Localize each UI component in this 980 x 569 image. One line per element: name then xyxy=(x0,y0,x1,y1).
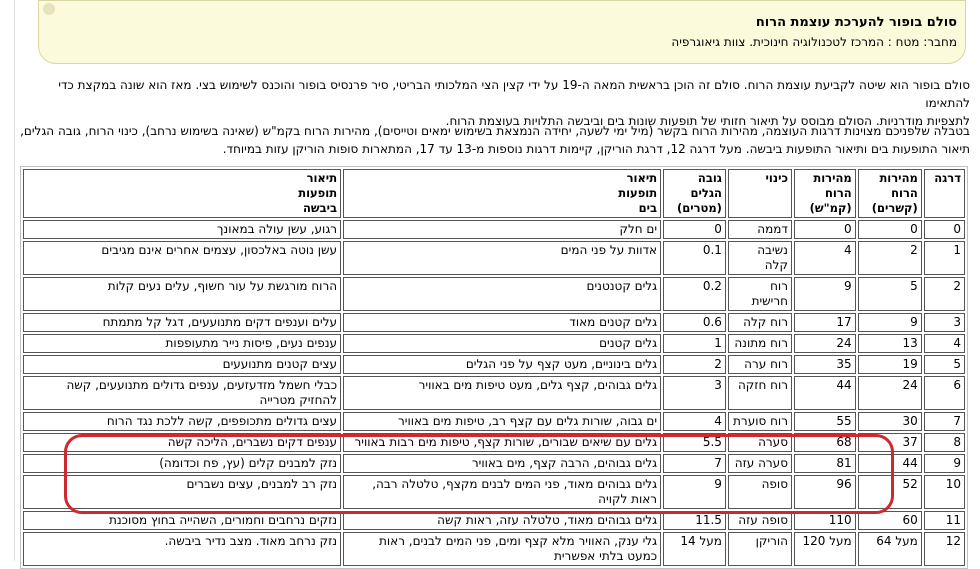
cell-wave: 0.6 xyxy=(663,313,726,332)
cell-name: סערה עזה xyxy=(728,454,792,473)
cell-wave: 0 xyxy=(663,220,726,239)
cell-wave: 5.5 xyxy=(663,433,726,452)
cell-grade: 2 xyxy=(924,277,965,311)
cell-grade: 5 xyxy=(924,355,965,374)
cell-knots: 37 xyxy=(858,433,922,452)
cell-name: רוח ערה xyxy=(728,355,792,374)
cell-sea: גלי ענק, האוויר מלא קצף ומים, פני המים לבנים, ראות כמעט בלתי אפשרית xyxy=(343,532,661,566)
cell-wave: 7 xyxy=(663,454,726,473)
cell-grade: 10 xyxy=(924,475,965,509)
cell-sea: אדוות על פני המים xyxy=(343,241,661,275)
cell-wave: 1 xyxy=(663,334,726,353)
cell-land: הרוח מורגשת על עור חשוף, עלים נעים קלות xyxy=(23,277,341,311)
cell-name: רוח חרישית xyxy=(728,277,792,311)
cell-land: נזק נרחב מאוד. מצב נדיר ביבשה. xyxy=(23,532,341,566)
table-row xyxy=(23,475,965,509)
cell-kmh: 0 xyxy=(794,220,856,239)
header-sea-text: תיאור תופעות בים xyxy=(618,171,658,215)
cell-wave: 4 xyxy=(663,412,726,431)
cell-land: עשן נוטה באלכסון, עצמים אחרים אינם מגיבים xyxy=(23,241,341,275)
article-header xyxy=(38,0,966,64)
cell-land: עצים קטנים מתנועעים xyxy=(23,355,341,374)
cell-knots: 13 xyxy=(858,334,922,353)
cell-sea: גלים גבוהים, קצף גלים, מעט טיפות מים באוויר xyxy=(343,376,661,410)
table-row xyxy=(23,313,965,332)
cell-kmh: 96 xyxy=(794,475,856,509)
cell-land: עלים וענפים דקים מתנועעים, דגל קל מתמתח xyxy=(23,313,341,332)
cell-kmh: 24 xyxy=(794,334,856,353)
cell-grade: 0 xyxy=(924,220,965,239)
beaufort-table xyxy=(20,166,968,569)
cell-grade: 7 xyxy=(924,412,965,431)
cell-kmh: 81 xyxy=(794,454,856,473)
cell-sea: גלים גבוהים, הרבה קצף, מים באוויר xyxy=(343,454,661,473)
cell-land: נזקים נרחבים וחמורים, השהייה בחוץ מסוכנת xyxy=(23,511,341,530)
cell-knots: 24 xyxy=(858,376,922,410)
cell-knots: 44 xyxy=(858,454,922,473)
header-name: כינוי xyxy=(728,169,792,218)
cell-knots: 52 xyxy=(858,475,922,509)
cell-grade: 12 xyxy=(924,532,965,566)
page-title: סולם בופור להערכת עוצמת הרוח xyxy=(755,15,957,30)
table-row xyxy=(23,511,965,530)
cell-grade: 8 xyxy=(924,433,965,452)
cell-wave: 9 xyxy=(663,475,726,509)
table-row xyxy=(23,376,965,410)
cell-sea: גלים גבוהים מאוד, טלטלה עזה, ראות קשה xyxy=(343,511,661,530)
header-knots: מהירות הרוח (קשרים) xyxy=(858,169,922,218)
cell-sea: גלים בינוניים, מעט קצף על פני הגלים xyxy=(343,355,661,374)
table-header-row xyxy=(23,169,965,218)
cell-wave: 11.5 xyxy=(663,511,726,530)
intro-line-2: לתצפיות מודרניות. הסולם מבוסס על תיאור חזותי של תופעות שונות בים וביבשה התלויות בעוצמת הרוח. xyxy=(445,114,970,128)
table-row xyxy=(23,355,965,374)
cell-kmh: 9 xyxy=(794,277,856,311)
header-wave: גובה הגלים (מטרים) xyxy=(663,169,726,218)
cell-sea: ים חלק xyxy=(343,220,661,239)
cell-knots: 30 xyxy=(858,412,922,431)
cell-name: רוח סוערת xyxy=(728,412,792,431)
cell-sea: גלים עם שיאים שבורים, שורות קצף, טיפות מים רבות באוויר xyxy=(343,433,661,452)
cell-wave: מעל 14 xyxy=(663,532,726,566)
cell-sea: גלים קטנים xyxy=(343,334,661,353)
cell-wave: 0.1 xyxy=(663,241,726,275)
cell-knots: 9 xyxy=(858,313,922,332)
cell-land: נזק למבנים קלים (עץ, פח וכדומה) xyxy=(23,454,341,473)
header-land xyxy=(23,169,341,218)
cell-wave: 0.2 xyxy=(663,277,726,311)
cell-kmh: 17 xyxy=(794,313,856,332)
cell-knots: 0 xyxy=(858,220,922,239)
cell-kmh: 55 xyxy=(794,412,856,431)
header-kmh: מהירות הרוח (קמ"ש) xyxy=(794,169,856,218)
cell-grade: 4 xyxy=(924,334,965,353)
cell-name: רוח חזקה xyxy=(728,376,792,410)
cell-kmh: 35 xyxy=(794,355,856,374)
description-line-2: תיאור התופעות בים ותיאור התופעות ביבשה. מעל דרגה 12, דרגת הוריקן, קיימות דרגות נוספות מ-13 עד 17, המתארות סופות הוריקן עזות במיוחד. xyxy=(222,142,970,156)
cell-grade: 1 xyxy=(924,241,965,275)
table-row xyxy=(23,454,965,473)
header-grade: דרגה xyxy=(924,169,965,218)
scrollbar-track[interactable] xyxy=(0,0,15,561)
table-description-paragraph xyxy=(15,122,970,158)
cell-kmh: 110 xyxy=(794,511,856,530)
table-row xyxy=(23,433,965,452)
cell-grade: 11 xyxy=(924,511,965,530)
cell-name: סופה xyxy=(728,475,792,509)
intro-line-1: סולם בופור הוא שיטה לקביעת עוצמת הרוח. סולם זה הוכן בראשית המאה ה-19 על ידי קצין הצי המלכותי הבריטי, סיר פרנסיס בופור והוכנס לשימוש בצי. מאז הוא שונה במקצת כדי להתאימו xyxy=(58,78,970,110)
cell-knots: 19 xyxy=(858,355,922,374)
cell-land: כבלי חשמל מזדעזעים, ענפים גדולים מתנועעים, קשה להחזיק מטרייה xyxy=(23,376,341,410)
header-land-text: תיאור תופעות ביבשה xyxy=(298,171,338,215)
cell-land: עצים גדולים מתכופפים, קשה ללכת נגד הרוח xyxy=(23,412,341,431)
table-row xyxy=(23,412,965,431)
cell-sea: גלים קטנטנים xyxy=(343,277,661,311)
table-row xyxy=(23,334,965,353)
cell-knots: 2 xyxy=(858,241,922,275)
cell-name: סערה xyxy=(728,433,792,452)
table-row xyxy=(23,241,965,275)
cell-kmh: 4 xyxy=(794,241,856,275)
cell-sea: ים גבוה, שורות גלים עם קצף רב, טיפות מים באוויר xyxy=(343,412,661,431)
cell-land: רגוע, עשן עולה במאונך xyxy=(23,220,341,239)
description-line-1: בטבלה שלפניכם מצוינות דרגות העוצמה, מהירות הרוח בקשר (מיל ימי לשעה, יחידה הנמצאת בשימוש ימאים וטייסים), מהירות הרוח בקמ"ש (שאינה בשימוש נרחב), כינוי הרוח, גובה הגלים, xyxy=(20,124,970,138)
cell-knots: 60 xyxy=(858,511,922,530)
cell-name: סופה עזה xyxy=(728,511,792,530)
table-row xyxy=(23,277,965,311)
cell-knots: מעל 64 xyxy=(858,532,922,566)
table-row xyxy=(23,220,965,239)
cell-knots: 5 xyxy=(858,277,922,311)
cell-wave: 2 xyxy=(663,355,726,374)
cell-grade: 6 xyxy=(924,376,965,410)
header-sea xyxy=(343,169,661,218)
corner-ornament-icon xyxy=(43,3,55,15)
cell-name: רוח קלה xyxy=(728,313,792,332)
cell-land: ענפים נעים, פיסות נייר מתעופפות xyxy=(23,334,341,353)
cell-kmh: מעל 120 xyxy=(794,532,856,566)
cell-sea: גלים גבוהים מאוד, פני המים לבנים מקצף, טלטלה רבה, ראות לקויה xyxy=(343,475,661,509)
cell-kmh: 44 xyxy=(794,376,856,410)
cell-kmh: 68 xyxy=(794,433,856,452)
cell-name: הוריקן xyxy=(728,532,792,566)
author-line: מחבר: מטח : המרכז לטכנולוגיה חינוכית. צוות גיאוגרפיה xyxy=(671,35,957,49)
cell-name: דממה xyxy=(728,220,792,239)
cell-sea: גלים קטנים מאוד xyxy=(343,313,661,332)
cell-land: ענפים דקים נשברים, הליכה קשה xyxy=(23,433,341,452)
cell-grade: 3 xyxy=(924,313,965,332)
cell-land: נזק רב למבנים, עצים נשברים xyxy=(23,475,341,509)
cell-grade: 9 xyxy=(924,454,965,473)
cell-wave: 3 xyxy=(663,376,726,410)
cell-name: נשיבה קלה xyxy=(728,241,792,275)
cell-name: רוח מתונה xyxy=(728,334,792,353)
table-body xyxy=(23,220,965,566)
